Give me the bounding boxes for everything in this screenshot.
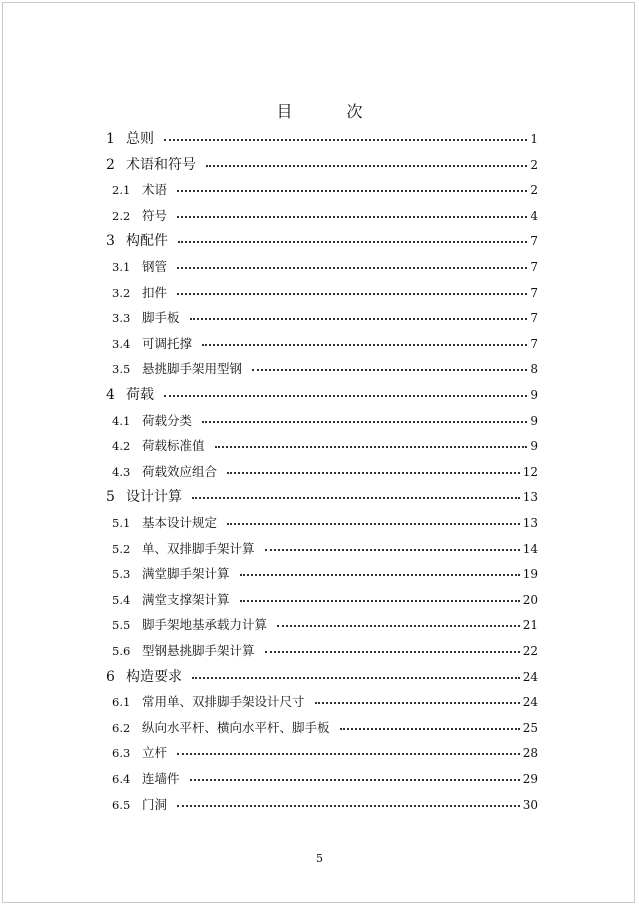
toc-entry-label: 术语 (142, 182, 168, 198)
toc-entry (0, 742, 639, 764)
toc-entry-label: 构配件 (126, 233, 168, 250)
toc-entry-number: 4.1 (112, 413, 131, 428)
toc-entry-number: 6.1 (112, 695, 131, 710)
toc-entry (0, 128, 639, 150)
toc-entry-page: 7 (530, 260, 538, 274)
toc-entry-label: 常用单、双排脚手架设计尺寸 (142, 694, 305, 710)
toc-leader-dots (177, 753, 520, 755)
toc-entry (0, 512, 639, 534)
toc-entry-page: 7 (530, 234, 538, 249)
toc-entry-label: 钢管 (142, 259, 168, 274)
toc-entry (0, 614, 639, 636)
toc-entry (0, 230, 639, 252)
toc-entry (0, 410, 639, 432)
toc-leader-dots (206, 165, 527, 167)
toc-entry-page: 8 (530, 362, 538, 377)
toc-entry (0, 461, 639, 483)
toc-entry (0, 563, 639, 585)
toc-entry (0, 589, 639, 611)
toc-leader-dots (177, 293, 527, 295)
toc-leader-dots (178, 241, 527, 243)
toc-entry-number: 5.3 (112, 567, 131, 582)
toc-leader-dots (164, 395, 527, 397)
toc-entry-label: 连墙件 (142, 771, 180, 786)
toc-entry-page: 22 (522, 644, 538, 658)
toc-entry-page: 13 (522, 516, 538, 530)
toc-leader-dots (265, 651, 520, 653)
toc-entry (0, 179, 639, 201)
toc-entry (0, 333, 639, 355)
toc-leader-dots (240, 600, 520, 602)
toc-leader-dots (177, 190, 527, 192)
toc-entry-page: 9 (530, 388, 538, 402)
toc-entry (0, 435, 639, 457)
toc-leader-dots (277, 625, 520, 627)
toc-entry (0, 358, 639, 380)
toc-entry-label: 扣件 (142, 284, 168, 300)
toc-entry-number: 5.2 (112, 541, 131, 556)
toc-leader-dots (215, 446, 527, 448)
toc-entry-label: 悬挑脚手架用型钢 (142, 361, 243, 377)
toc-entry-label: 荷载标准值 (142, 438, 205, 454)
toc-leader-dots (202, 421, 527, 423)
toc-entry-label: 术语和符号 (126, 156, 196, 173)
toc-entry-number: 6 (106, 668, 115, 685)
toc-entry-page: 4 (530, 208, 538, 223)
toc-entry-number: 3.4 (112, 336, 131, 351)
toc-entry-label: 基本设计规定 (142, 515, 218, 530)
toc-entry-label: 荷载效应组合 (142, 463, 218, 479)
toc-entry-label: 脚手架地基承载力计算 (142, 617, 268, 633)
toc-entry (0, 640, 639, 662)
toc-entry-label: 门洞 (142, 796, 168, 812)
toc-entry-page: 7 (530, 311, 538, 326)
toc-entry-page: 7 (530, 285, 538, 300)
toc-leader-dots (202, 344, 527, 346)
toc-title-part1: 目 (276, 102, 293, 121)
toc-entry-page: 12 (522, 464, 538, 479)
toc-entry-page: 7 (530, 336, 538, 351)
toc-entry-number: 5 (106, 489, 115, 506)
toc-entry-page: 2 (530, 157, 538, 172)
toc-entry-page: 19 (522, 567, 538, 582)
toc-entry-number: 3 (106, 233, 115, 250)
toc-entry-number: 6.3 (112, 746, 131, 761)
toc-entry (0, 282, 639, 304)
toc-entry-label: 荷载分类 (142, 412, 193, 428)
toc-entry (0, 154, 639, 176)
toc-entry-label: 满堂脚手架计算 (142, 566, 230, 582)
toc-entry-label: 设计计算 (126, 489, 182, 506)
toc-leader-dots (190, 779, 520, 781)
page-number: 5 (316, 852, 323, 865)
toc-entry-number: 3.5 (112, 362, 131, 377)
toc-entry-number: 4 (106, 387, 115, 403)
toc-leader-dots (340, 728, 520, 730)
toc-entry-page: 9 (530, 413, 538, 428)
toc-entry-number: 4.2 (112, 439, 131, 454)
toc-leader-dots (164, 139, 527, 141)
toc-entry-number: 5.4 (112, 592, 131, 607)
toc-leader-dots (265, 549, 520, 551)
toc-leader-dots (252, 369, 527, 371)
toc-entry-page: 20 (522, 592, 538, 607)
toc-entry (0, 205, 639, 227)
toc-entry-number: 5.1 (112, 516, 131, 530)
toc-entry-page: 25 (522, 720, 538, 735)
toc-entry-label: 单、双排脚手架计算 (142, 540, 255, 556)
toc-entry (0, 307, 639, 329)
toc-entry (0, 384, 639, 406)
toc-entry-number: 2 (106, 156, 115, 173)
toc-entry-number: 5.6 (112, 644, 131, 658)
toc-entry (0, 538, 639, 560)
toc-entry-page: 13 (522, 490, 538, 505)
toc-entry (0, 486, 639, 508)
toc-entry-number: 6.2 (112, 720, 131, 735)
toc-entry-page: 2 (530, 183, 538, 198)
toc-entry-label: 纵向水平杆、横向水平杆、脚手板 (142, 719, 330, 735)
toc-entry-number: 1 (106, 131, 115, 147)
toc-entry (0, 768, 639, 790)
toc-entry-page: 1 (530, 132, 538, 146)
toc-entry-number: 4.3 (112, 464, 131, 479)
toc-entry-page: 29 (522, 772, 538, 786)
toc-title-part2: 次 (346, 102, 363, 121)
toc-leader-dots (227, 523, 520, 525)
toc-entry (0, 794, 639, 816)
toc-leader-dots (240, 574, 520, 576)
toc-entry-number: 6.5 (112, 797, 131, 812)
toc-entry-number: 5.5 (112, 618, 131, 633)
toc-leader-dots (192, 677, 520, 679)
toc-leader-dots (192, 497, 520, 499)
toc-entry-number: 3.2 (112, 285, 131, 300)
toc-leader-dots (227, 472, 520, 474)
toc-entry-label: 符号 (142, 207, 168, 223)
toc-entry-number: 6.4 (112, 772, 131, 786)
toc-leader-dots (177, 267, 527, 269)
toc-leader-dots (177, 805, 520, 807)
toc-entry-number: 2.1 (112, 183, 131, 198)
toc-entry-page: 14 (522, 541, 538, 556)
toc-entry-page: 28 (522, 746, 538, 761)
toc-entry-page: 21 (522, 618, 538, 633)
toc-leader-dots (177, 216, 527, 218)
toc-entry-number: 3.1 (112, 260, 131, 274)
toc-entry-label: 总则 (126, 131, 154, 147)
toc-leader-dots (190, 318, 527, 320)
toc-entry-page: 9 (530, 439, 538, 454)
toc-entry-label: 型钢悬挑脚手架计算 (142, 643, 255, 658)
toc-entry (0, 256, 639, 278)
toc-entry-label: 立杆 (142, 745, 168, 761)
toc-entry-page: 30 (522, 797, 538, 812)
toc-entry-number: 2.2 (112, 208, 131, 223)
toc-entry (0, 691, 639, 713)
toc-entry-label: 满堂支撑架计算 (142, 591, 230, 607)
toc-entry-number: 3.3 (112, 311, 131, 326)
toc-entry-label: 脚手板 (142, 310, 180, 326)
toc-entry-label: 构造要求 (126, 668, 182, 685)
toc-entry-page: 24 (522, 695, 538, 710)
toc-entry-label: 可调托撑 (142, 335, 193, 351)
toc-leader-dots (315, 702, 520, 704)
toc-entry-label: 荷载 (126, 387, 154, 403)
toc-entry (0, 717, 639, 739)
toc-entry (0, 666, 639, 688)
toc-entry-page: 24 (522, 669, 538, 684)
